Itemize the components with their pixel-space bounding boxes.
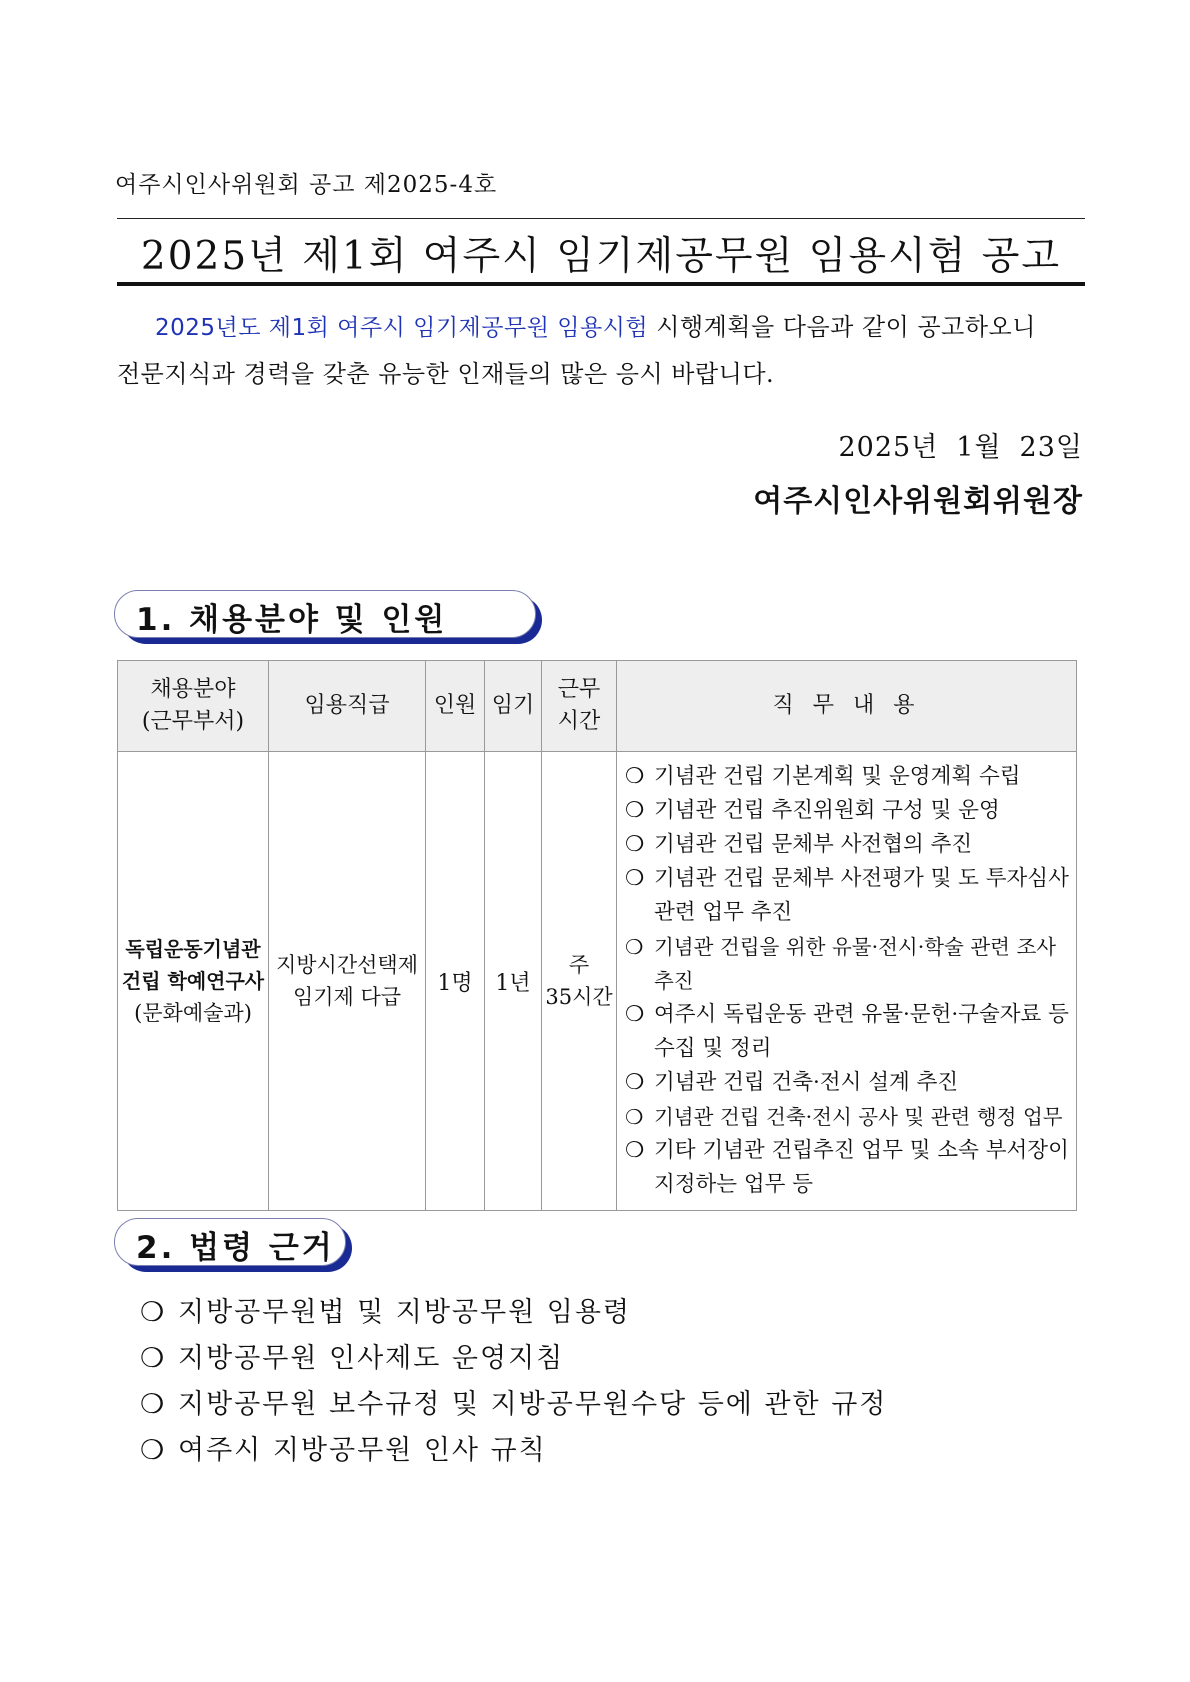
list-item: ❍ 기념관 건립 문체부 사전협의 추진 [625,828,1072,862]
circle-bullet-icon: ❍ [625,1105,644,1129]
section-2-heading [114,1218,346,1266]
circle-bullet-icon: ❍ [625,1138,645,1163]
header-hours: 근무 시간 [542,661,617,752]
list-item: ❍ 기념관 건립 기본계획 및 운영계획 수립 [625,760,1072,794]
title-bottom-rule [117,282,1085,286]
circle-bullet-icon: ❍ [625,764,645,789]
circle-bullet-icon: ❍ [625,798,645,823]
cell-term: 1년 [485,752,542,1211]
intro-highlight: 2025년도 제1회 여주시 임기제공무원 임용시험 [155,315,649,341]
table-header-row [118,661,1077,752]
list-item: ❍ 지방공무원 인사제도 운영지침 [140,1336,887,1382]
notice-number: 여주시인사위원회 공고 제2025-4호 [115,172,498,198]
intro-paragraph [117,304,1085,397]
date-day: 23일 [1019,432,1083,463]
list-item: ❍ 여주시 독립운동 관련 유물·문헌·구술자료 등 수집 및 정리 [625,998,1072,1066]
cell-count: 1명 [426,752,485,1211]
list-item: ❍ 기타 기념관 건립추진 업무 및 소속 부서장이 지정하는 업무 등 [625,1134,1072,1202]
list-item: ❍ 지방공무원법 및 지방공무원 임용령 [140,1290,887,1336]
intro-line1-rest: 시행계획을 다음과 같이 공고하오니 [648,313,1036,341]
header-duties: 직 무 내 용 [617,661,1077,752]
list-item: ❍ 여주시 지방공무원 인사 규칙 [140,1428,887,1474]
header-count: 인원 [426,661,485,752]
circle-bullet-icon: ❍ [140,1297,167,1328]
circle-bullet-icon: ❍ [625,935,644,959]
section-1-title: 1. 채용분야 및 인원 [136,602,448,638]
date-month: 1월 [956,432,1002,463]
circle-bullet-icon: ❍ [625,1002,645,1027]
cell-duties [617,752,1077,1211]
section-1-heading [114,590,536,638]
legal-basis-list [140,1290,887,1474]
page-title: 2025년 제1회 여주시 임기제공무원 임용시험 공고 [140,234,1062,279]
circle-bullet-icon: ❍ [140,1343,167,1374]
duties-list [617,752,1076,1210]
circle-bullet-icon: ❍ [140,1389,167,1420]
list-item: ❍ 지방공무원 보수규정 및 지방공무원수당 등에 관한 규정 [140,1382,887,1428]
cell-field: 독립운동기념관 건립 학예연구사 (문화예술과) [118,752,269,1211]
circle-bullet-icon: ❍ [625,866,645,891]
cell-grade: 지방시간선택제 임기제 다급 [269,752,426,1211]
list-item: ❍ 기념관 건립 문체부 사전평가 및 도 투자심사 관련 업무 추진 [625,862,1072,930]
list-item: ❍ 기념관 건립 건축·전시 설계 추진 [625,1066,1072,1100]
recruitment-table [117,660,1077,1211]
circle-bullet-icon: ❍ [625,832,645,857]
date-year: 2025년 [838,432,939,463]
list-item: ❍ 기념관 건립 건축·전시 공사 및 관련 행정 업무 [625,1100,1072,1134]
circle-bullet-icon: ❍ [140,1435,167,1466]
issuer: 여주시인사위원회위원장 [753,484,1083,519]
list-item: ❍ 기념관 건립을 위한 유물·전시·학술 관련 조사 추진 [625,930,1072,998]
announcement-date [820,425,1083,464]
section-2-title: 2. 법령 근거 [136,1230,335,1266]
cell-hours: 주 35시간 [542,752,617,1211]
list-item: ❍ 기념관 건립 추진위원회 구성 및 운영 [625,794,1072,828]
title-top-rule [117,218,1085,219]
table-row [118,752,1077,1211]
header-field: 채용분야 (근무부서) [118,661,269,752]
header-grade: 임용직급 [269,661,426,752]
intro-line2: 전문지식과 경력을 갖춘 유능한 인재들의 많은 응시 바랍니다. [117,360,775,388]
circle-bullet-icon: ❍ [625,1070,645,1095]
header-term: 임기 [485,661,542,752]
